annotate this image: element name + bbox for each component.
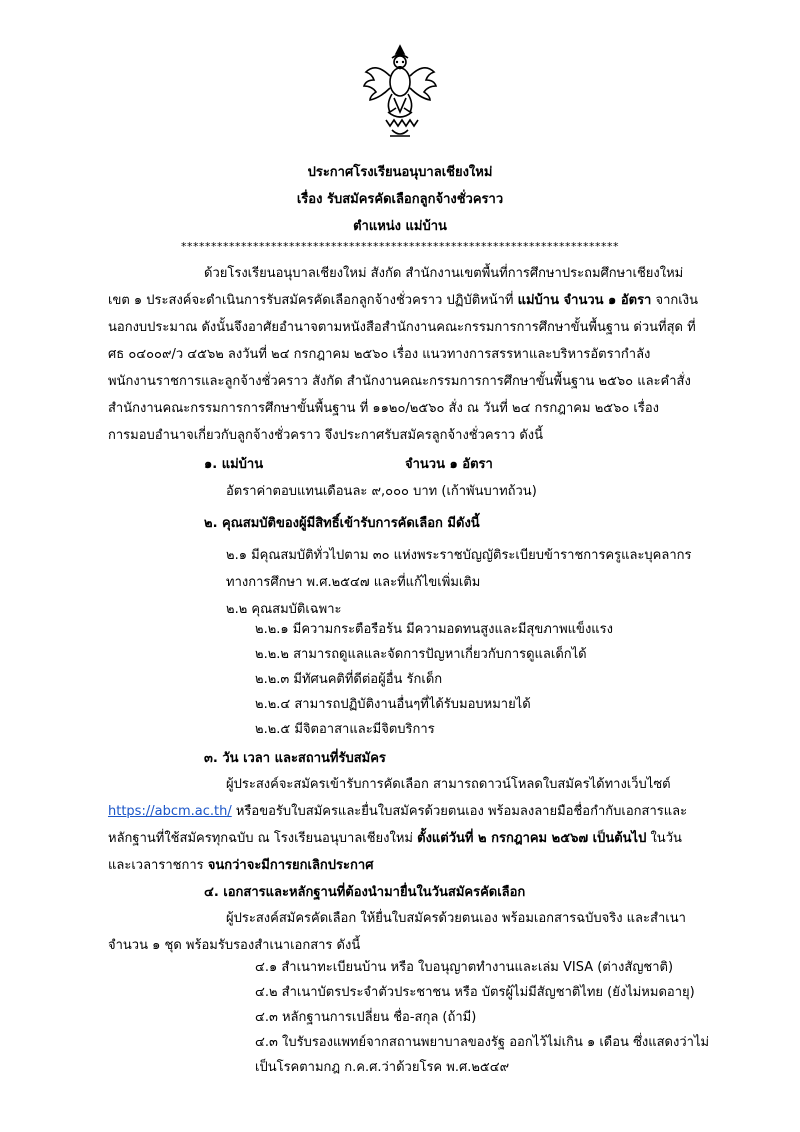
qualification-item: ๒.๒ คุณสมบัติเฉพาะ [226, 602, 342, 617]
qualification-item: ๒.๒.๑ มีความกระตือรือร้น มีความอดทนสูงและมีสุขภาพแข็งแรง [255, 622, 614, 637]
document-item: ๔.๑ สำเนาทะเบียนบ้าน หรือ ใบอนุญาตทำงานและเล่ม VISA (ต่างสัญชาติ) [255, 960, 674, 975]
document-item: ๔.๓ ใบรับรองแพทย์จากสถานพยาบาลของรัฐ ออกไว้ไม่เกิน ๑ เดือน ซึ่งแสดงว่าไม่ [255, 1035, 710, 1050]
section-3-line [108, 803, 687, 821]
intro-text: จากเงิน [651, 293, 698, 308]
announcement-subject: เรื่อง รับสมัครคัดเลือกลูกจ้างชั่วคราว [296, 192, 504, 207]
intro-line: นอกงบประมาณ ดังนั้นจึงอาศัยอำนาจตามหนังสือสำนักงานคณะกรรมการการศึกษาขั้นพื้นฐาน ด่วนที่สุด ที่ [108, 320, 696, 335]
garuda-emblem-icon [362, 42, 438, 144]
announcement-title: ประกาศโรงเรียนอนุบาลเชียงใหม่ [307, 165, 493, 180]
section-4-line: ผู้ประสงค์สมัครคัดเลือก ให้ยื่นใบสมัครด้วยตนเอง พร้อมเอกสารฉบับจริง และสำเนา [226, 911, 686, 926]
separator: ************************************************************************* [181, 240, 619, 253]
section-3-line [108, 830, 682, 848]
section-3-text: ในวัน [646, 831, 682, 846]
section-1-heading: ๑. แม่บ้าน [204, 457, 264, 472]
section-3-text: และเวลาราชการ [108, 858, 208, 873]
section-1-pay: อัตราค่าตอบแทนเดือนละ ๙,๐๐๐ บาท (เก้าพันบาทถ้วน) [226, 484, 537, 499]
section-4-line: จำนวน ๑ ชุด พร้อมรับรองสำเนาเอกสาร ดังนี้ [108, 938, 361, 953]
qualification-item: ๒.๒.๒ สามารถดูแลและจัดการปัญหาเกี่ยวกับการดูแลเด็กได้ [255, 647, 587, 662]
qualification-item: ๒.๑ มีคุณสมบัติทั่วไปตาม ๓๐ แห่งพระราชบัญญัติระเบียบข้าราชการครูและบุคลากร [226, 548, 692, 563]
section-1-count: จำนวน ๑ อัตรา [405, 457, 493, 472]
document-item: เป็นโรคตามกฎ ก.ค.ศ.ว่าด้วยโรค พ.ศ.๒๕๔๙ [255, 1060, 510, 1075]
qualification-item: ทางการศึกษา พ.ศ.๒๕๔๗ และที่แก้ไขเพิ่มเติม [226, 575, 481, 590]
section-3-deadline: จนกว่าจะมีการยกเลิกประกาศ [207, 858, 374, 873]
section-4-heading: ๔. เอกสารและหลักฐานที่ต้องนำมายื่นในวันสมัครคัดเลือก [204, 885, 526, 900]
section-3-date: ตั้งแต่วันที่ ๒ กรกฎาคม ๒๕๖๗ เป็นต้นไป [417, 831, 647, 846]
section-2-heading: ๒. คุณสมบัติของผู้มีสิทธิ์เข้ารับการคัดเลือก มีดังนี้ [204, 516, 480, 531]
intro-line: ศธ ๐๔๐๐๙/ว ๔๕๖๒ ลงวันที่ ๒๔ กรกฎาคม ๒๕๖๐ เรื่อง แนวทางการสรรหาและบริหารอัตรากำลัง [108, 347, 651, 362]
section-3-text: หรือขอรับใบสมัครและยื่นใบสมัครด้วยตนเอง พร้อมลงลายมือชื่อกำกับเอกสารและ [231, 804, 688, 819]
section-3-heading: ๓. วัน เวลา และสถานที่รับสมัคร [204, 751, 386, 766]
qualification-item: ๒.๒.๔ สามารถปฏิบัติงานอื่นๆที่ได้รับมอบหมายได้ [255, 697, 531, 712]
intro-text: เขต ๑ ประสงค์จะดำเนินการรับสมัครคัดเลือกลูกจ้างชั่วคราว ปฏิบัติหน้าที่ [108, 293, 518, 308]
intro-line: สำนักงานคณะกรรมการการศึกษาขั้นพื้นฐาน ที่ ๑๑๒๐/๒๕๖๐ สั่ง ณ วันที่ ๒๔ กรกฎาคม ๒๕๖๐ เรื่อง [108, 401, 660, 416]
qualification-item: ๒.๒.๓ มีทัศนคติที่ดีต่อผู้อื่น รักเด็ก [255, 672, 443, 687]
announcement-position: ตำแหน่ง แม่บ้าน [353, 219, 447, 234]
document-item: ๔.๓ หลักฐานการเปลี่ยน ชื่อ-สกุล (ถ้ามี) [255, 1010, 477, 1025]
qualification-item: ๒.๒.๕ มีจิตอาสาและมีจิตบริการ [255, 722, 435, 737]
section-3-line: ผู้ประสงค์จะสมัครเข้ารับการคัดเลือก สามารถดาวน์โหลดใบสมัครได้ทางเว็บไซต์ [226, 777, 671, 792]
intro-line [108, 292, 698, 310]
intro-emphasis: แม่บ้าน จำนวน ๑ อัตรา [517, 293, 652, 308]
application-website-link[interactable]: https://abcm.ac.th/ [108, 804, 232, 819]
section-3-line [108, 857, 373, 875]
intro-line: ด้วยโรงเรียนอนุบาลเชียงใหม่ สังกัด สำนักงานเขตพื้นที่การศึกษาประถมศึกษาเชียงใหม่ [204, 266, 684, 281]
intro-line: พนักงานราชการและลูกจ้างชั่วคราว สังกัด สำนักงานคณะกรรมการการศึกษาขั้นพื้นฐาน ๒๕๖๐ และคำสั่ง [108, 374, 691, 389]
intro-line: การมอบอำนาจเกี่ยวกับลูกจ้างชั่วคราว จึงประกาศรับสมัครลูกจ้างชั่วคราว ดังนี้ [108, 428, 544, 443]
section-3-text: หลักฐานที่ใช้สมัครทุกฉบับ ณ โรงเรียนอนุบาลเชียงใหม่ [108, 831, 418, 846]
document-item: ๔.๒ สำเนาบัตรประจำตัวประชาชน หรือ บัตรผู้ไม่มีสัญชาติไทย (ยังไม่หมดอายุ) [255, 985, 695, 1000]
